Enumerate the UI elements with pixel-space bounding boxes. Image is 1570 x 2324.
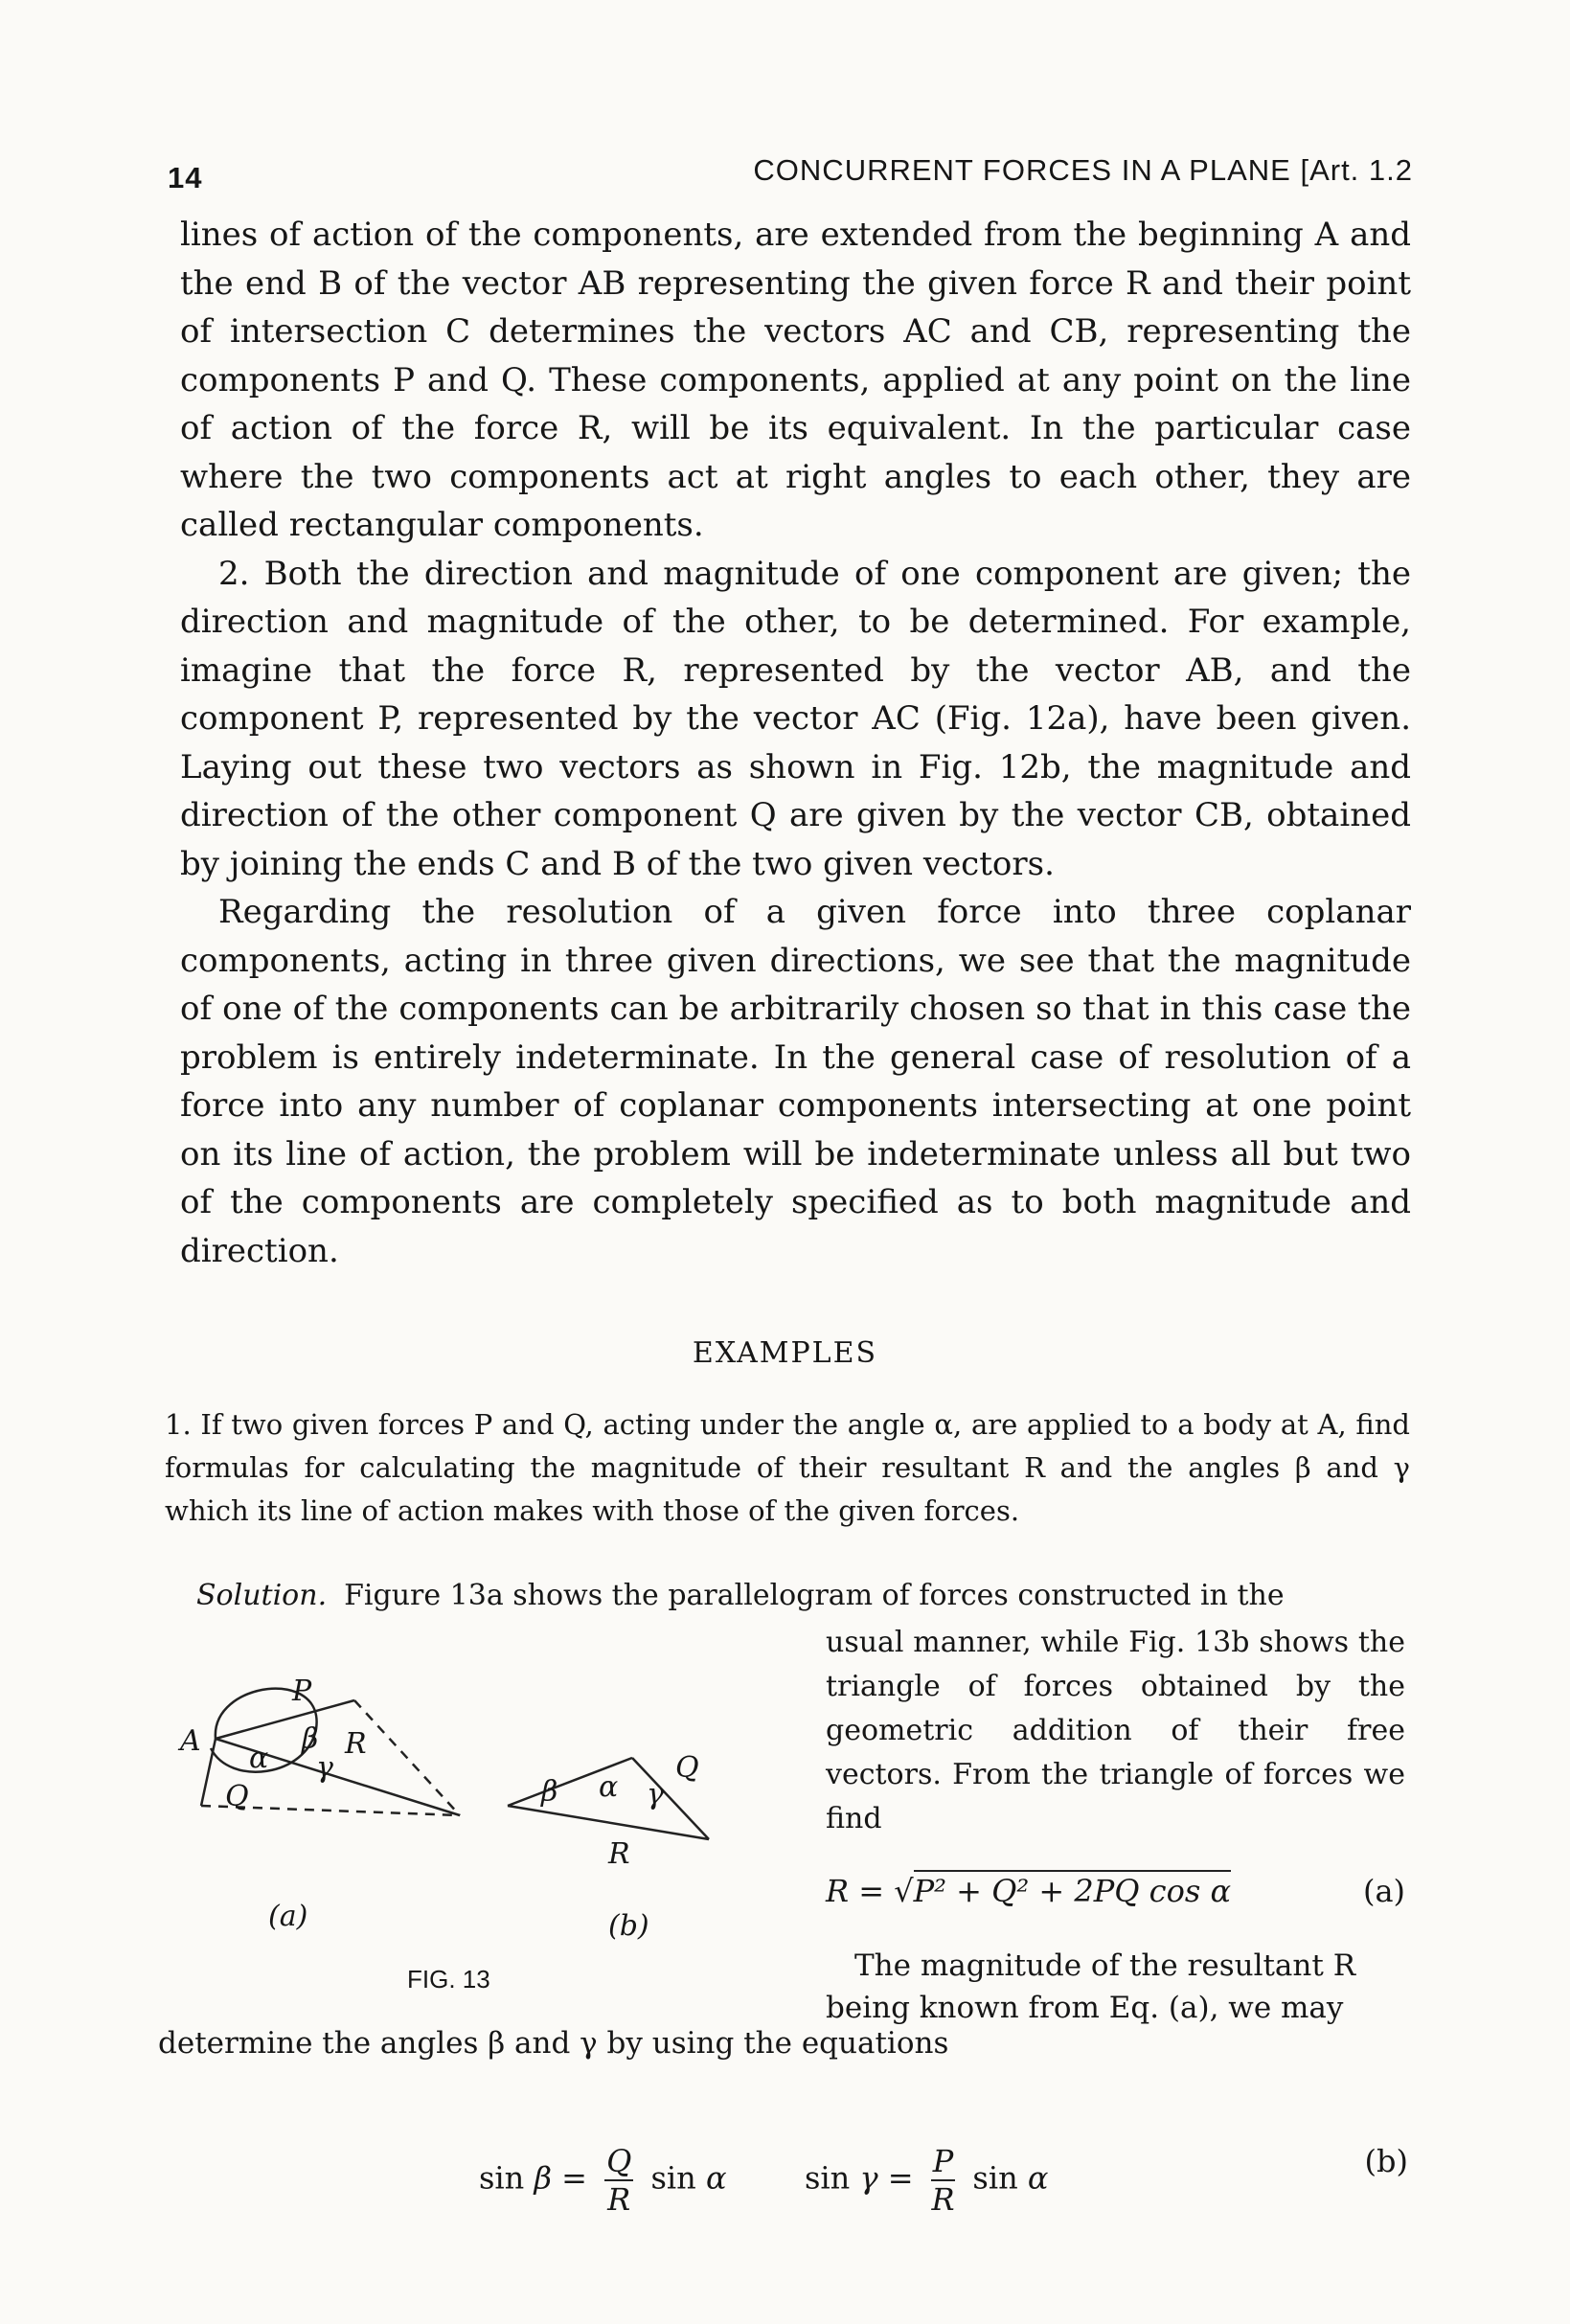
example-1-text: 1. If two given forces P and Q, acting under the angle α, are applied to a body at A, find formulas for calculating the magnitude of their resultant R and the angles β and γ which its line of action makes with those of the given forces. [165, 1408, 1410, 1527]
paragraph-2: 2. Both the direction and magnitude of one component are given; the direction and magnitude of the other, to be determined. For example, imagine that the force R, represented by the vector AB, and the component P, represented by the vector AC (Fig. 12a), have been given. Laying out these two vectors as shown in Fig. 12b, the magnitude and direction of the other component Q are given by the vector CB, obtained by joining the ends C and B of the two given vectors. [180, 554, 1411, 883]
label-r-b: R [608, 1837, 630, 1871]
paragraph-3: Regarding the resolution of a given force into three coplanar components, acting in three given directions, we see that the magnitude of one of the components can be arbitrarily chosen so that in this case the problem is entirely indeterminate. In the general case of resolution of a force into any number of coplanar components intersecting at one point on its line of action, the problem will be indeterminate unless all but two of the components are completely specified as to both magnitude and direction. [180, 893, 1411, 1270]
label-a: A [180, 1724, 201, 1758]
solution-lead: Figure 13a shows the parallelogram of forces constructed in the [344, 1579, 1285, 1612]
label-beta: β [302, 1722, 319, 1756]
label-alpha: α [249, 1742, 269, 1775]
figure-13-drawing [172, 1662, 785, 1997]
label-p: P [292, 1675, 312, 1708]
equation-a-lhs: R [826, 1873, 850, 1909]
figure-caption: FIG. 13 [407, 1965, 490, 1994]
label-gamma-b: γ [647, 1778, 664, 1811]
equation-b-sin-gamma: sin γ = $\frac{P}{R}$ sin α [805, 2143, 1049, 2218]
solution-line [196, 1579, 1285, 1612]
subcaption-a: (a) [268, 1900, 308, 1933]
label-gamma: γ [316, 1751, 333, 1785]
equation-b [479, 2122, 1408, 2218]
label-q: Q [225, 1780, 249, 1813]
solution-label: Solution. [196, 1579, 328, 1612]
force-q-line [201, 1739, 216, 1806]
running-head: CONCURRENT FORCES IN A PLANE [Art. 1.2 [753, 153, 1413, 187]
equation-b-tag: (b) [1364, 2143, 1408, 2179]
triangle-side-r [508, 1806, 709, 1839]
page-header [168, 153, 1413, 201]
equation-a-tag: (a) [1362, 1873, 1405, 1909]
paragraph-after-b: determine the angles β and γ by using the equations [158, 2026, 949, 2061]
label-r: R [345, 1727, 367, 1761]
body-text [180, 211, 1411, 1275]
page-number: 14 [168, 161, 203, 194]
paragraph-after-a: The magnitude of the resultant R being known from Eq. (a), we may [826, 1948, 1356, 2025]
solution-continuation: usual manner, while Fig. 13b shows the triangle of forces obtained by the geometric addition of their free vectors. From the triangle of forces we find [826, 1626, 1405, 1835]
label-q-b: Q [675, 1751, 699, 1785]
equation-b-sin-beta: sin β = $\frac{Q}{R}$ sin α [479, 2143, 727, 2218]
label-beta-b: β [541, 1775, 558, 1809]
label-alpha-b: α [599, 1770, 619, 1804]
equation-a: R = √P² + Q² + 2PQ cos α (a) [826, 1873, 1405, 1909]
examples-heading: EXAMPLES [692, 1336, 878, 1370]
force-p-line [216, 1700, 354, 1739]
paragraph-1: lines of action of the components, are extended from the beginning A and the end B of the vector AB representing the given force R and their point of intersection C determines the vectors AC and CB, representing the components P and Q. These components, applied at any point on the line of action of the force R, will be its equivalent. In the particular case where the two components act at right angles to each other, they are called rectangular components. [180, 216, 1411, 544]
equation-a-radicand: P² + Q² + 2PQ cos α [914, 1870, 1231, 1909]
example-1 [165, 1403, 1410, 1533]
subcaption-b: (b) [608, 1909, 649, 1943]
figure-13 [172, 1662, 785, 1997]
